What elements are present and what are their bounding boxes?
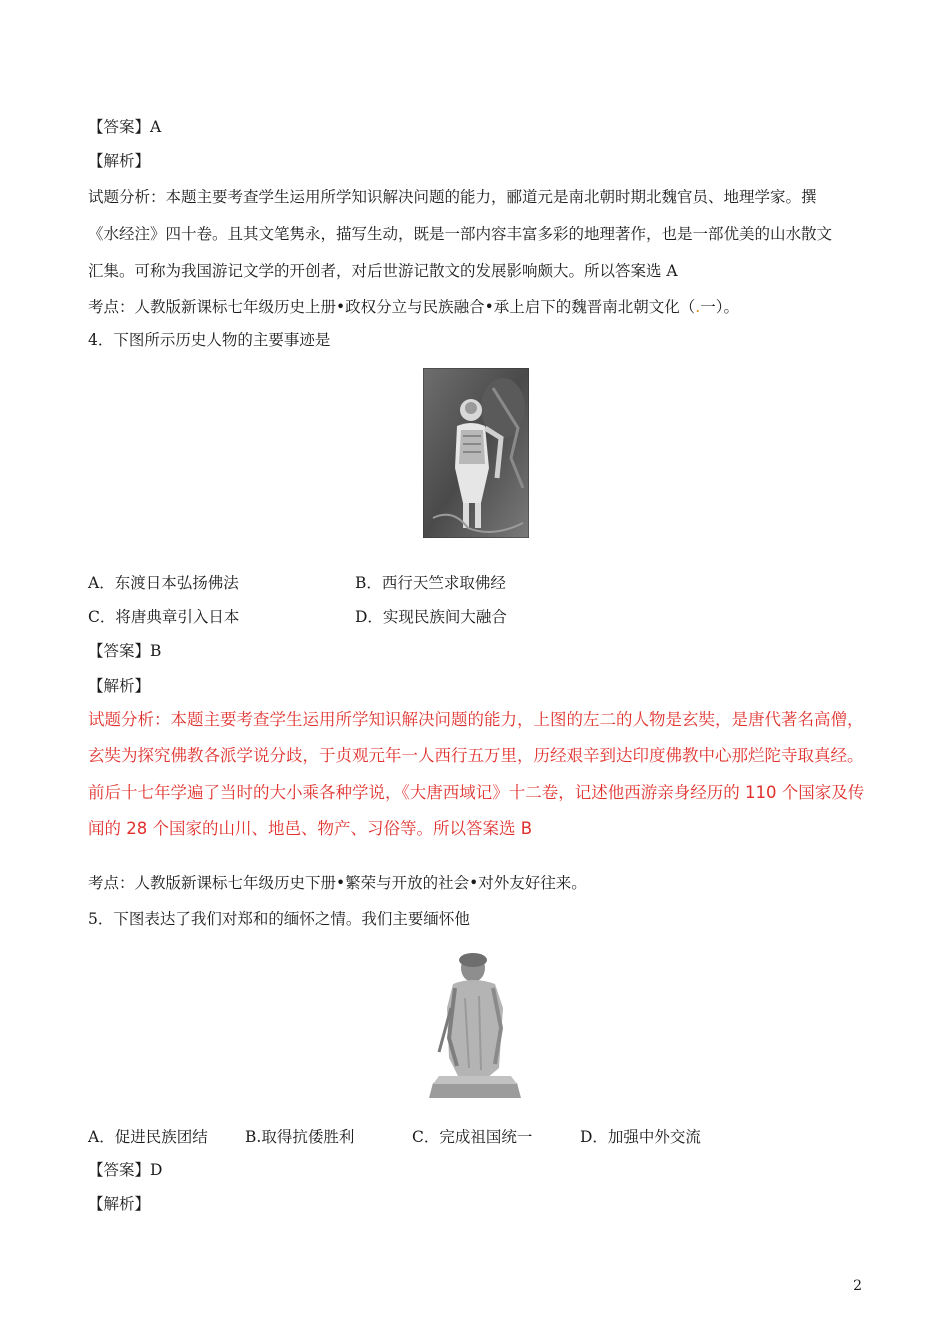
- q3-answer: 【答案】A: [88, 118, 162, 136]
- q3-analysis-line-2: 《水经注》四十卷。且其文笔隽永，描写生动，既是一部内容丰富多彩的地理著作，也是一部优美的山水散文: [88, 225, 833, 243]
- q5-question: 5．下图表达了我们对郑和的缅怀之情。我们主要缅怀他: [88, 910, 470, 928]
- q3-kaodian-prefix: 考点：人教版新课标七年级历史上册•政权分立与民族融合•承上启下的魏晋南北朝文化（: [88, 298, 696, 316]
- zhenghe-statue-image: [425, 948, 525, 1108]
- q3-kaodian-suffix: 一）。: [700, 298, 739, 316]
- q4-question: 4．下图所示历史人物的主要事迹是: [88, 331, 331, 349]
- q4-option-c: C．将唐典章引入日本: [88, 608, 240, 626]
- q4-option-d: D．实现民族间大融合: [355, 608, 507, 626]
- q4-analysis-heading: 【解析】: [88, 677, 151, 695]
- q4-analysis-line-3: 前后十七年学遍了当时的大小乘各种学说，《大唐西域记》十二卷，记述他西游亲身经历的 110 个国家及传: [88, 783, 865, 802]
- q4-kaodian: 考点：人教版新课标七年级历史下册•繁荣与开放的社会•对外友好往来。: [88, 874, 587, 892]
- q5-analysis-heading: 【解析】: [88, 1195, 151, 1213]
- q4-analysis-line-1: 试题分析：本题主要考查学生运用所学知识解决问题的能力，上图的左二的人物是玄奘，是唐代著名高僧，: [88, 710, 864, 729]
- q5-option-b: B.取得抗倭胜利: [245, 1128, 355, 1146]
- q5-option-c: C．完成祖国统一: [412, 1128, 533, 1146]
- q3-analysis-line-1: 试题分析：本题主要考查学生运用所学知识解决问题的能力，郦道元是南北朝时期北魏官员、地理学家。撰: [88, 188, 817, 206]
- q3-analysis-heading: 【解析】: [88, 152, 151, 170]
- q5-option-a: A．促进民族团结: [88, 1128, 208, 1146]
- page-number: 2: [853, 1278, 862, 1294]
- q3-kaodian-dot: .: [695, 298, 701, 316]
- q4-option-a: A．东渡日本弘扬佛法: [88, 574, 239, 592]
- q4-answer: 【答案】B: [88, 642, 162, 660]
- q4-analysis-line-2: 玄奘为探究佛教各派学说分歧，于贞观元年一人西行五万里，历经艰辛到达印度佛教中心那烂陀寺取真经。: [88, 746, 864, 765]
- q3-analysis-line-3: 汇集。可称为我国游记文学的开创者，对后世游记散文的发展影响颇大。所以答案选 A: [88, 262, 678, 280]
- q5-option-d: D．加强中外交流: [580, 1128, 701, 1146]
- q4-analysis-line-4: 闻的 28 个国家的山川、地邑、物产、习俗等。所以答案选 B: [88, 819, 533, 838]
- q4-option-b: B．西行天竺求取佛经: [355, 574, 506, 592]
- q3-kaodian: [88, 297, 739, 317]
- xuanzang-figure-image: [423, 368, 529, 538]
- q5-answer: 【答案】D: [88, 1161, 163, 1179]
